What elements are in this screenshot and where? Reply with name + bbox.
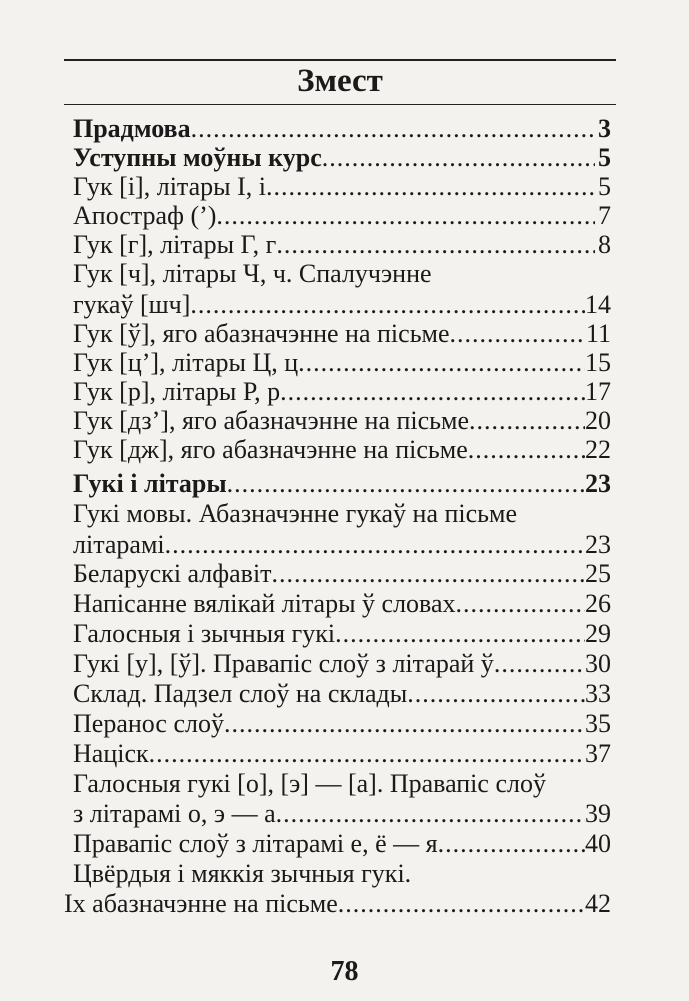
leader-dots [224,707,585,741]
toc-entry-page: 15 [585,348,611,377]
toc-entry-text: Склад. Падзел слоў на склады [73,679,408,708]
toc-entry-text: Гук [р], літары Р, р [73,377,281,406]
leader-dots [335,617,585,651]
toc-entry-text: Гукі і літары [73,469,227,498]
leader-dots [494,647,585,681]
toc-entry-text: Націск [73,739,149,768]
leader-dots [149,737,585,771]
toc-entry [73,677,611,711]
toc-entry [64,887,611,921]
toc-entry-page: 26 [585,589,611,618]
toc-entry-text: Галосныя гукі [о], [э] — [а]. Правапіс слоў [73,769,546,798]
toc-entry-text: літарамі [73,530,165,559]
toc-entry [73,557,611,591]
leader-dots [272,557,585,591]
toc-entry-page: 29 [585,619,611,648]
leader-dots [338,887,585,921]
toc-entry-text: Гук [ч], літары Ч, ч. Спалучэнне [73,259,432,288]
page-number: 78 [330,956,359,987]
toc-entry-page: 23 [585,469,611,498]
toc-entry-text: Гукі мовы. Абазначэнне гукаў на пісьме [73,499,518,528]
toc-entry-text: Беларускі алфавіт [73,559,272,588]
toc-entry-page: 3 [598,114,611,143]
toc-entry [73,433,611,467]
toc-entry-text: Цвёрдыя і мяккія зычныя гукі. [73,859,412,888]
toc-entry-page: 14 [585,290,611,319]
toc-entry-text: Гукі [у], [ў]. Правапіс слоў з літарай ў [73,649,494,678]
toc-entry-text: Гук [ц’], літары Ц, ц [73,348,299,377]
leader-dots [276,797,585,831]
toc-entry-page: 17 [585,377,611,406]
toc-entry-page: 23 [585,530,611,559]
toc-entry-text: Перанос слоў [73,709,224,738]
toc-entry-page: 11 [585,319,611,348]
toc-entry-text: Гук [дж], яго абазначэнне на пісьме [73,435,468,464]
toc-entry-text: Гук [г], літары Г, г [73,230,277,259]
toc-entry-page: 39 [585,799,611,828]
toc-entry [73,587,611,621]
toc-entry-text: Гук [дз’], яго абазначэнне на пісьме [73,406,470,435]
toc-entry-page: 20 [585,406,611,435]
toc-entry-page: 37 [585,739,611,768]
leader-dots [468,433,585,467]
toc-entry-line [73,497,611,531]
toc-entry-text: з літарамі о, э — а [73,799,276,828]
toc-entry-text: Прадмова [73,114,191,143]
toc-entry-line [73,257,611,291]
toc-entry-text: гукаў [шч] [73,290,191,319]
toc-entry [73,737,611,771]
page-title: Змест [297,63,383,99]
toc-entry-page: 22 [585,435,611,464]
leader-dots [227,467,585,501]
toc-entry [73,797,611,831]
toc-entry-text: Гук [ў], яго абазначэнне на пісьме [73,319,450,348]
toc-entry-text: Іх абазначэнне на пісьме [64,889,338,918]
toc-entry-page: 40 [585,829,611,858]
toc-entry-page: 5 [598,143,611,172]
leader-dots [438,827,585,861]
toc-entry-page: 5 [598,172,611,201]
toc-entry-text: Гук [і], літары І, і [73,172,266,201]
toc-entry-page: 30 [585,649,611,678]
toc-entry-page: 42 [585,889,611,918]
toc-entry-text: Уступны моўны курс [73,143,322,172]
toc-entry-page: 33 [585,679,611,708]
toc-entry [73,647,611,681]
title-rule [64,104,616,105]
leader-dots [456,587,585,621]
leader-dots [407,677,585,711]
toc-entry-text: Напісанне вялікай літары ў словах [73,589,456,618]
toc-entry-text: Правапіс слоў з літарамі е, ё — я [73,829,438,858]
toc-entry-text: Галосныя і зычныя гукі [73,619,336,648]
toc-entry [73,467,611,501]
toc-entry [73,707,611,741]
toc-entry [73,827,611,861]
toc-entry-page: 25 [585,559,611,588]
toc-entry [73,617,611,651]
toc-entry-line [73,857,611,891]
toc-entry-text: Апостраф (’) [73,201,217,230]
toc-entry-line [73,767,611,801]
toc-entry-page: 7 [598,201,611,230]
toc-entry-page: 35 [585,709,611,738]
toc-entry-page: 8 [598,230,611,259]
